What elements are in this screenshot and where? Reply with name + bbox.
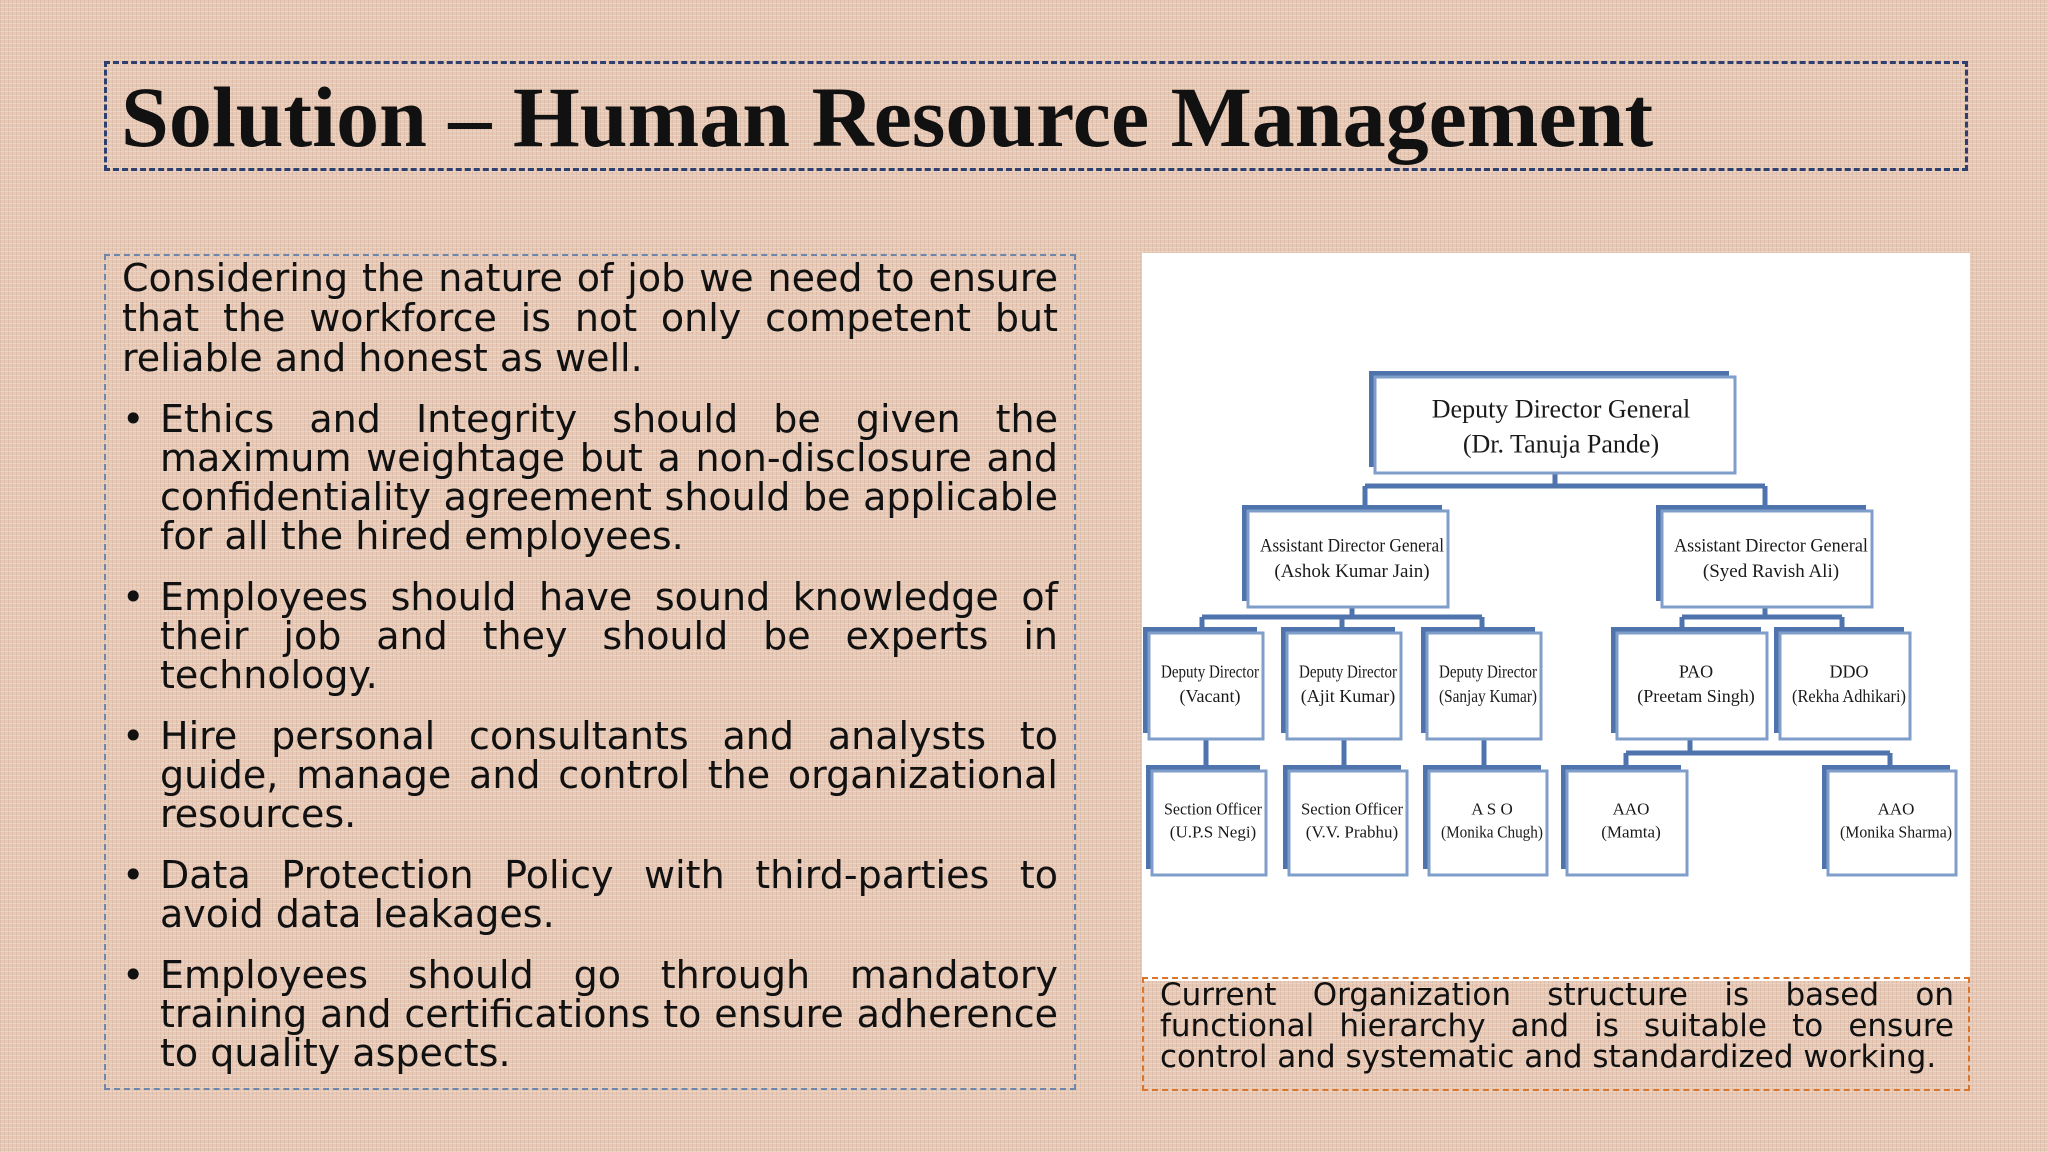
node-role: Deputy Director General bbox=[1431, 394, 1691, 424]
bullet-text: Hire personal consultants and analysts to guide, manage and control the organizational resources. bbox=[160, 714, 1058, 836]
bullet-glyph: • bbox=[122, 575, 145, 619]
bullet-glyph: • bbox=[122, 953, 145, 997]
org-node-aso bbox=[1423, 765, 1547, 875]
org-node-adg1 bbox=[1242, 505, 1448, 607]
node-name: (Rekha Adhikari) bbox=[1792, 685, 1918, 706]
intro-paragraph: Considering the nature of job we need to ensure that the workforce is not only competent but reliable and honest as well. bbox=[122, 256, 1058, 380]
node-name: (Syed Ravish Ali) bbox=[1702, 560, 1840, 582]
org-chart bbox=[1142, 253, 1970, 977]
org-node-so1 bbox=[1146, 765, 1266, 875]
node-role: Assistant Director General bbox=[1260, 535, 1444, 557]
node-name: (U.P.S Negi) bbox=[1169, 822, 1257, 842]
org-node-dd1 bbox=[1143, 627, 1263, 739]
org-node-dd2 bbox=[1281, 627, 1401, 739]
node-role: Assistant Director General bbox=[1674, 535, 1868, 557]
node-role: PAO bbox=[1678, 661, 1714, 682]
node-box bbox=[1248, 511, 1448, 607]
node-name: (Sanjay Kumar) bbox=[1439, 685, 1555, 706]
org-chart-panel bbox=[1142, 253, 1970, 981]
org-node-dd3 bbox=[1421, 627, 1555, 739]
node-name: (Monika Sharma) bbox=[1840, 822, 1952, 842]
slide-title: Solution – Human Resource Management bbox=[121, 69, 1654, 165]
bullet-glyph: • bbox=[122, 397, 145, 441]
bullet-glyph: • bbox=[122, 853, 145, 897]
node-name: (Dr. Tanuja Pande) bbox=[1462, 429, 1660, 459]
bullet-text: Data Protection Policy with third-parties to avoid data leakages. bbox=[160, 853, 1058, 936]
org-node-so2 bbox=[1283, 765, 1407, 875]
bullet-list bbox=[122, 397, 1058, 1075]
node-name: (Monika Chugh) bbox=[1441, 822, 1543, 842]
org-chart-nodes bbox=[1143, 371, 1956, 875]
node-role: DDO bbox=[1829, 661, 1869, 682]
bullet-item bbox=[122, 575, 1058, 697]
node-box bbox=[1375, 377, 1735, 473]
bullet-item bbox=[122, 397, 1058, 558]
node-name: (Preetam Singh) bbox=[1637, 685, 1755, 706]
text-panel bbox=[104, 254, 1076, 1090]
org-node-ddg bbox=[1369, 371, 1735, 473]
node-name: (Mamta) bbox=[1601, 822, 1661, 842]
org-node-aao1 bbox=[1561, 765, 1687, 875]
bullet-text: Employees should go through mandatory training and certifications to ensure adherence to quality aspects. bbox=[160, 953, 1058, 1075]
node-name: (Ashok Kumar Jain) bbox=[1274, 560, 1430, 582]
node-role: Deputy Director bbox=[1161, 661, 1259, 682]
bullet-text: Ethics and Integrity should be given the maximum weightage but a non-disclosure and confidentiality agreement should be applicable for all the hired employees. bbox=[160, 397, 1058, 558]
node-role: Section Officer bbox=[1301, 799, 1404, 819]
node-name: (Vacant) bbox=[1179, 685, 1241, 706]
caption-frame bbox=[1142, 977, 1970, 1091]
bullet-item bbox=[122, 714, 1058, 836]
bullet-item bbox=[122, 953, 1058, 1075]
node-name: (Ajit Kumar) bbox=[1300, 685, 1396, 706]
bullet-glyph: • bbox=[122, 714, 145, 758]
node-role: AAO bbox=[1612, 799, 1650, 819]
bullet-item bbox=[122, 853, 1058, 936]
title-frame bbox=[104, 61, 1968, 171]
node-name: (V.V. Prabhu) bbox=[1305, 822, 1399, 842]
chart-caption: Current Organization structure is based on functional hierarchy and is suitable to ensure control and systematic and standardized working. bbox=[1160, 977, 1954, 1075]
org-node-ddo bbox=[1774, 627, 1918, 739]
node-role: Deputy Director bbox=[1439, 661, 1537, 682]
node-role: A S O bbox=[1471, 799, 1513, 819]
node-box bbox=[1662, 511, 1872, 607]
node-role: AAO bbox=[1877, 799, 1915, 819]
org-node-aao2 bbox=[1822, 765, 1956, 875]
node-role: Deputy Director bbox=[1299, 661, 1397, 682]
bullet-text: Employees should have sound knowledge of their job and they should be experts in technology. bbox=[160, 575, 1058, 697]
node-role: Section Officer bbox=[1164, 799, 1263, 819]
org-node-pao bbox=[1611, 627, 1767, 739]
org-node-adg2 bbox=[1656, 505, 1872, 607]
